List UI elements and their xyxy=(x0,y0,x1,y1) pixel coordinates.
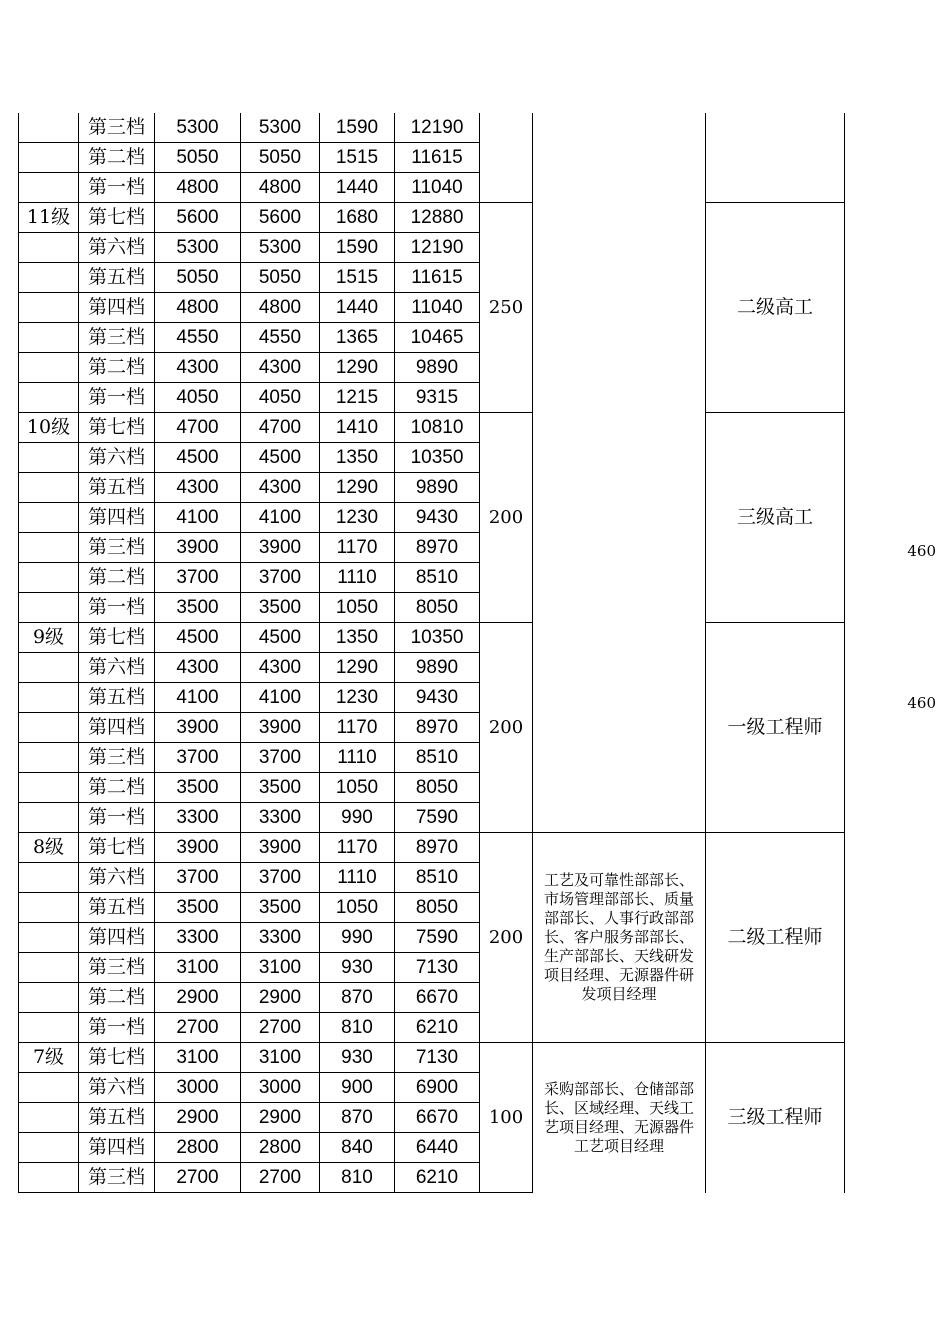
base-salary-cell: 2700 xyxy=(155,1163,241,1193)
base-salary-cell: 2900 xyxy=(155,983,241,1013)
total-cell: 10465 xyxy=(395,323,480,353)
grade-cell: 第四档 xyxy=(79,923,155,953)
total-cell: 9430 xyxy=(395,503,480,533)
bonus-cell: 1365 xyxy=(320,323,395,353)
bonus-cell: 1440 xyxy=(320,293,395,323)
bonus-cell: 1350 xyxy=(320,623,395,653)
base-salary-cell: 3500 xyxy=(155,593,241,623)
level-cell xyxy=(19,503,79,533)
base-salary-cell: 3300 xyxy=(155,803,241,833)
bonus-cell: 1515 xyxy=(320,263,395,293)
grade-cell: 第四档 xyxy=(79,1133,155,1163)
total-cell: 7590 xyxy=(395,803,480,833)
performance-cell: 5300 xyxy=(241,233,320,263)
base-salary-cell: 3100 xyxy=(155,953,241,983)
grade-cell: 第三档 xyxy=(79,1163,155,1193)
table-body xyxy=(19,113,845,1193)
bonus-cell: 1230 xyxy=(320,683,395,713)
total-cell: 9430 xyxy=(395,683,480,713)
bonus-cell: 990 xyxy=(320,803,395,833)
performance-cell: 3700 xyxy=(241,743,320,773)
side-value-1: 460 xyxy=(907,542,936,560)
bonus-cell: 1230 xyxy=(320,503,395,533)
base-salary-cell: 5600 xyxy=(155,203,241,233)
level-cell xyxy=(19,593,79,623)
job-title-cell: 二级工程师 xyxy=(706,833,845,1043)
table-row xyxy=(19,1043,845,1073)
base-salary-cell: 4800 xyxy=(155,173,241,203)
grade-cell: 第三档 xyxy=(79,743,155,773)
bonus-cell: 1050 xyxy=(320,593,395,623)
level-cell xyxy=(19,533,79,563)
bonus-cell: 1050 xyxy=(320,773,395,803)
total-cell: 11040 xyxy=(395,173,480,203)
bonus-cell: 1170 xyxy=(320,713,395,743)
level-cell xyxy=(19,1133,79,1163)
total-cell: 7130 xyxy=(395,953,480,983)
positions-cell: 采购部部长、仓储部部长、区域经理、天线工艺项目经理、无源器件工艺项目经理 xyxy=(533,1043,706,1193)
total-cell: 8970 xyxy=(395,533,480,563)
grade-cell: 第三档 xyxy=(79,533,155,563)
performance-cell: 2700 xyxy=(241,1013,320,1043)
positions-cell: 工艺及可靠性部部长、市场管理部部长、质量部部长、人事行政部部长、客户服务部部长、生产部部长、天线研发项目经理、无源器件研发项目经理 xyxy=(533,833,706,1043)
grade-cell: 第二档 xyxy=(79,143,155,173)
base-salary-cell: 4300 xyxy=(155,353,241,383)
grade-cell: 第七档 xyxy=(79,833,155,863)
performance-cell: 5600 xyxy=(241,203,320,233)
job-title-cell: 三级高工 xyxy=(706,413,845,623)
level-cell xyxy=(19,1013,79,1043)
base-salary-cell: 4800 xyxy=(155,293,241,323)
base-salary-cell: 3700 xyxy=(155,863,241,893)
total-cell: 12190 xyxy=(395,113,480,143)
grade-cell: 第六档 xyxy=(79,443,155,473)
performance-cell: 3500 xyxy=(241,593,320,623)
grade-cell: 第六档 xyxy=(79,1073,155,1103)
performance-cell: 3500 xyxy=(241,893,320,923)
grade-cell: 第四档 xyxy=(79,503,155,533)
bonus-cell: 1110 xyxy=(320,863,395,893)
performance-cell: 4800 xyxy=(241,293,320,323)
level-cell xyxy=(19,353,79,383)
total-cell: 6210 xyxy=(395,1163,480,1193)
grade-cell: 第六档 xyxy=(79,863,155,893)
performance-cell: 4300 xyxy=(241,353,320,383)
bonus-cell: 1290 xyxy=(320,473,395,503)
bonus-cell: 1110 xyxy=(320,563,395,593)
base-salary-cell: 4550 xyxy=(155,323,241,353)
level-cell xyxy=(19,803,79,833)
grade-cell: 第二档 xyxy=(79,563,155,593)
allowance-cell xyxy=(480,113,533,203)
allowance-cell: 100 xyxy=(480,1043,533,1193)
total-cell: 6440 xyxy=(395,1133,480,1163)
performance-cell: 4300 xyxy=(241,473,320,503)
performance-cell: 3900 xyxy=(241,713,320,743)
total-cell: 9890 xyxy=(395,473,480,503)
grade-cell: 第三档 xyxy=(79,323,155,353)
level-cell xyxy=(19,233,79,263)
performance-cell: 3300 xyxy=(241,923,320,953)
performance-cell: 4550 xyxy=(241,323,320,353)
level-cell xyxy=(19,983,79,1013)
base-salary-cell: 3900 xyxy=(155,533,241,563)
total-cell: 6670 xyxy=(395,983,480,1013)
performance-cell: 2700 xyxy=(241,1163,320,1193)
base-salary-cell: 5050 xyxy=(155,143,241,173)
bonus-cell: 870 xyxy=(320,983,395,1013)
base-salary-cell: 3100 xyxy=(155,1043,241,1073)
bonus-cell: 1410 xyxy=(320,413,395,443)
total-cell: 8970 xyxy=(395,713,480,743)
performance-cell: 5050 xyxy=(241,143,320,173)
level-cell xyxy=(19,323,79,353)
total-cell: 8510 xyxy=(395,863,480,893)
level-cell xyxy=(19,953,79,983)
total-cell: 8050 xyxy=(395,893,480,923)
level-cell: 8级 xyxy=(19,833,79,863)
total-cell: 6210 xyxy=(395,1013,480,1043)
performance-cell: 3900 xyxy=(241,533,320,563)
level-cell xyxy=(19,653,79,683)
grade-cell: 第六档 xyxy=(79,653,155,683)
bonus-cell: 990 xyxy=(320,923,395,953)
base-salary-cell: 4100 xyxy=(155,503,241,533)
performance-cell: 3000 xyxy=(241,1073,320,1103)
base-salary-cell: 3900 xyxy=(155,713,241,743)
bonus-cell: 1590 xyxy=(320,113,395,143)
bonus-cell: 930 xyxy=(320,1043,395,1073)
grade-cell: 第六档 xyxy=(79,233,155,263)
total-cell: 11615 xyxy=(395,263,480,293)
level-cell xyxy=(19,143,79,173)
total-cell: 9315 xyxy=(395,383,480,413)
performance-cell: 3500 xyxy=(241,773,320,803)
performance-cell: 4800 xyxy=(241,173,320,203)
base-salary-cell: 4100 xyxy=(155,683,241,713)
performance-cell: 3700 xyxy=(241,863,320,893)
grade-cell: 第四档 xyxy=(79,713,155,743)
bonus-cell: 1050 xyxy=(320,893,395,923)
table-row xyxy=(19,203,845,233)
base-salary-cell: 4300 xyxy=(155,473,241,503)
total-cell: 9890 xyxy=(395,353,480,383)
table-row xyxy=(19,113,845,143)
bonus-cell: 1110 xyxy=(320,743,395,773)
bonus-cell: 1290 xyxy=(320,353,395,383)
performance-cell: 4700 xyxy=(241,413,320,443)
total-cell: 8970 xyxy=(395,833,480,863)
level-cell xyxy=(19,1163,79,1193)
allowance-cell: 200 xyxy=(480,623,533,833)
total-cell: 6900 xyxy=(395,1073,480,1103)
side-value-2: 460 xyxy=(907,694,936,712)
grade-cell: 第一档 xyxy=(79,173,155,203)
base-salary-cell: 3300 xyxy=(155,923,241,953)
performance-cell: 4100 xyxy=(241,503,320,533)
level-cell xyxy=(19,683,79,713)
grade-cell: 第三档 xyxy=(79,953,155,983)
performance-cell: 2900 xyxy=(241,983,320,1013)
bonus-cell: 1440 xyxy=(320,173,395,203)
grade-cell: 第一档 xyxy=(79,803,155,833)
allowance-cell: 200 xyxy=(480,413,533,623)
level-cell: 9级 xyxy=(19,623,79,653)
grade-cell: 第七档 xyxy=(79,413,155,443)
performance-cell: 3100 xyxy=(241,1043,320,1073)
bonus-cell: 1215 xyxy=(320,383,395,413)
level-cell xyxy=(19,773,79,803)
grade-cell: 第四档 xyxy=(79,293,155,323)
bonus-cell: 1350 xyxy=(320,443,395,473)
level-cell xyxy=(19,383,79,413)
grade-cell: 第三档 xyxy=(79,113,155,143)
total-cell: 8510 xyxy=(395,563,480,593)
grade-cell: 第七档 xyxy=(79,623,155,653)
grade-cell: 第二档 xyxy=(79,983,155,1013)
total-cell: 8510 xyxy=(395,743,480,773)
base-salary-cell: 3900 xyxy=(155,833,241,863)
grade-cell: 第七档 xyxy=(79,1043,155,1073)
base-salary-cell: 3000 xyxy=(155,1073,241,1103)
base-salary-cell: 3500 xyxy=(155,773,241,803)
base-salary-cell: 4300 xyxy=(155,653,241,683)
base-salary-cell: 2700 xyxy=(155,1013,241,1043)
base-salary-cell: 5050 xyxy=(155,263,241,293)
base-salary-cell: 5300 xyxy=(155,233,241,263)
bonus-cell: 840 xyxy=(320,1133,395,1163)
level-cell: 11级 xyxy=(19,203,79,233)
base-salary-cell: 3700 xyxy=(155,563,241,593)
level-cell xyxy=(19,1073,79,1103)
performance-cell: 4300 xyxy=(241,653,320,683)
total-cell: 7130 xyxy=(395,1043,480,1073)
level-cell xyxy=(19,173,79,203)
total-cell: 8050 xyxy=(395,773,480,803)
performance-cell: 3900 xyxy=(241,833,320,863)
bonus-cell: 1590 xyxy=(320,233,395,263)
grade-cell: 第五档 xyxy=(79,683,155,713)
bonus-cell: 810 xyxy=(320,1013,395,1043)
performance-cell: 2900 xyxy=(241,1103,320,1133)
level-cell xyxy=(19,863,79,893)
grade-cell: 第二档 xyxy=(79,353,155,383)
performance-cell: 3700 xyxy=(241,563,320,593)
grade-cell: 第五档 xyxy=(79,1103,155,1133)
total-cell: 6670 xyxy=(395,1103,480,1133)
bonus-cell: 870 xyxy=(320,1103,395,1133)
bonus-cell: 900 xyxy=(320,1073,395,1103)
performance-cell: 4500 xyxy=(241,443,320,473)
table-row xyxy=(19,623,845,653)
base-salary-cell: 4500 xyxy=(155,443,241,473)
grade-cell: 第一档 xyxy=(79,383,155,413)
total-cell: 12880 xyxy=(395,203,480,233)
performance-cell: 5300 xyxy=(241,113,320,143)
total-cell: 7590 xyxy=(395,923,480,953)
performance-cell: 5050 xyxy=(241,263,320,293)
performance-cell: 3100 xyxy=(241,953,320,983)
level-cell xyxy=(19,713,79,743)
base-salary-cell: 5300 xyxy=(155,113,241,143)
level-cell xyxy=(19,473,79,503)
total-cell: 9890 xyxy=(395,653,480,683)
performance-cell: 4500 xyxy=(241,623,320,653)
salary-grade-table xyxy=(18,113,845,1193)
grade-cell: 第五档 xyxy=(79,473,155,503)
total-cell: 12190 xyxy=(395,233,480,263)
level-cell xyxy=(19,743,79,773)
base-salary-cell: 4050 xyxy=(155,383,241,413)
level-cell xyxy=(19,443,79,473)
bonus-cell: 1290 xyxy=(320,653,395,683)
job-title-cell: 二级高工 xyxy=(706,203,845,413)
base-salary-cell: 4700 xyxy=(155,413,241,443)
performance-cell: 3300 xyxy=(241,803,320,833)
base-salary-cell: 3700 xyxy=(155,743,241,773)
total-cell: 10350 xyxy=(395,443,480,473)
bonus-cell: 1515 xyxy=(320,143,395,173)
level-cell: 10级 xyxy=(19,413,79,443)
table-row xyxy=(19,833,845,863)
allowance-cell: 200 xyxy=(480,833,533,1043)
base-salary-cell: 4500 xyxy=(155,623,241,653)
total-cell: 11615 xyxy=(395,143,480,173)
level-cell xyxy=(19,563,79,593)
performance-cell: 4100 xyxy=(241,683,320,713)
level-cell xyxy=(19,263,79,293)
job-title-cell xyxy=(706,113,845,203)
grade-cell: 第五档 xyxy=(79,263,155,293)
base-salary-cell: 2800 xyxy=(155,1133,241,1163)
grade-cell: 第二档 xyxy=(79,773,155,803)
positions-cell xyxy=(533,113,706,833)
level-cell xyxy=(19,113,79,143)
grade-cell: 第七档 xyxy=(79,203,155,233)
performance-cell: 2800 xyxy=(241,1133,320,1163)
allowance-cell: 250 xyxy=(480,203,533,413)
performance-cell: 4050 xyxy=(241,383,320,413)
base-salary-cell: 3500 xyxy=(155,893,241,923)
level-cell xyxy=(19,1103,79,1133)
table-row xyxy=(19,413,845,443)
grade-cell: 第五档 xyxy=(79,893,155,923)
job-title-cell: 一级工程师 xyxy=(706,623,845,833)
total-cell: 10810 xyxy=(395,413,480,443)
level-cell: 7级 xyxy=(19,1043,79,1073)
bonus-cell: 930 xyxy=(320,953,395,983)
level-cell xyxy=(19,893,79,923)
total-cell: 8050 xyxy=(395,593,480,623)
level-cell xyxy=(19,923,79,953)
bonus-cell: 810 xyxy=(320,1163,395,1193)
bonus-cell: 1680 xyxy=(320,203,395,233)
base-salary-cell: 2900 xyxy=(155,1103,241,1133)
job-title-cell: 三级工程师 xyxy=(706,1043,845,1193)
bonus-cell: 1170 xyxy=(320,533,395,563)
total-cell: 11040 xyxy=(395,293,480,323)
grade-cell: 第一档 xyxy=(79,1013,155,1043)
total-cell: 10350 xyxy=(395,623,480,653)
grade-cell: 第一档 xyxy=(79,593,155,623)
level-cell xyxy=(19,293,79,323)
bonus-cell: 1170 xyxy=(320,833,395,863)
